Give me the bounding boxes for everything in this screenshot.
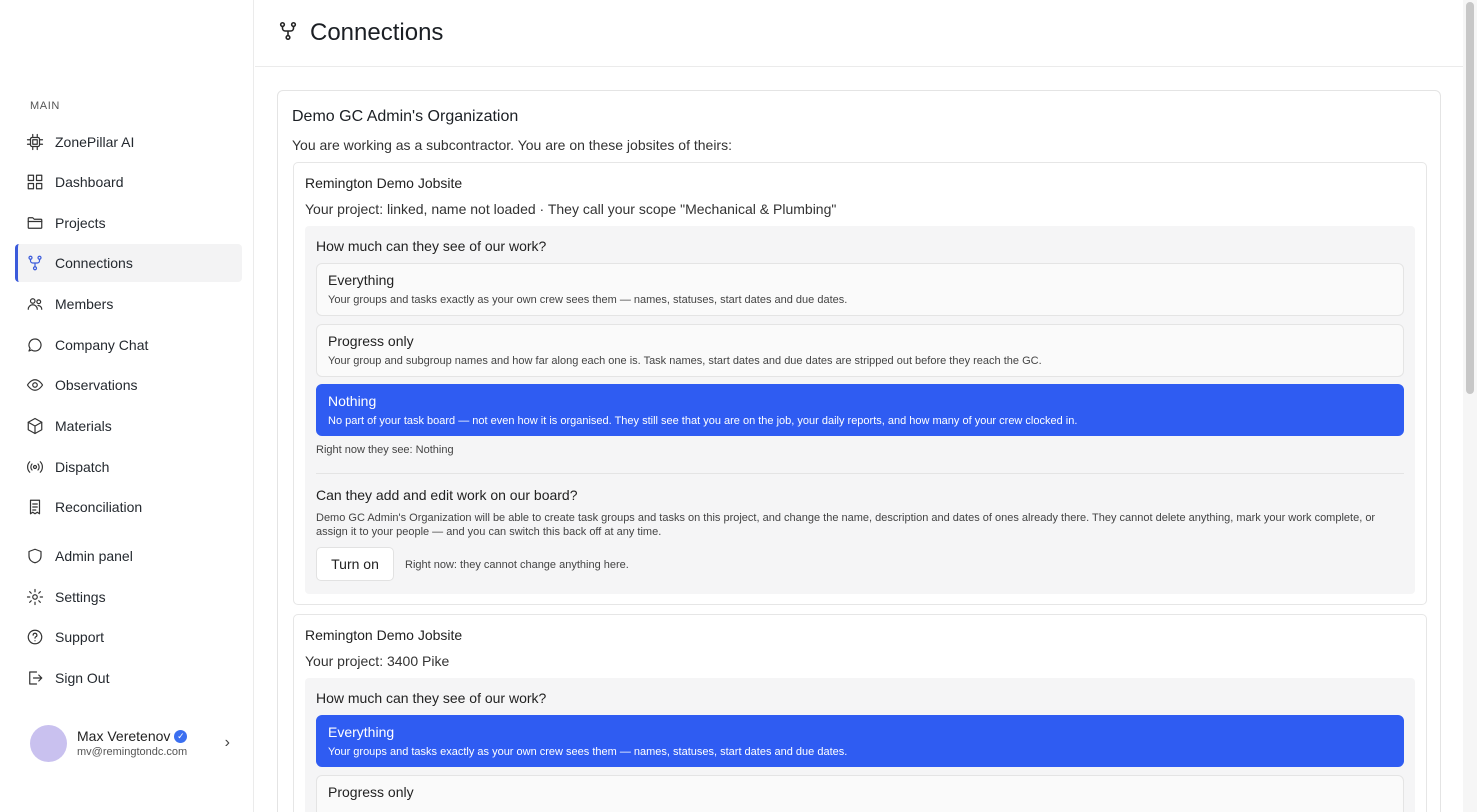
visibility-question: How much can they see of our work? [316,238,547,254]
option-title: Nothing [328,393,377,409]
eye-icon [25,375,45,395]
option-description: No part of your task board — not even how it is organised. They still see that you are on the job, your daily reports, and how many of your crew clocked in. [328,415,1078,427]
page-title: Connections [310,19,444,46]
user-name: Max Veretenov [77,728,171,744]
sidebar-item-label: Connections [55,255,133,271]
sidebar-item-members[interactable] [15,285,242,323]
sidebar-item-dispatch[interactable] [15,448,242,486]
scrollbar-thumb[interactable] [1466,2,1474,394]
sidebar [0,0,254,812]
branch-icon [277,20,299,47]
sidebar-item-settings[interactable] [15,578,242,616]
visibility-option-nothing[interactable] [316,384,1404,436]
visibility-option-progress-only[interactable] [316,324,1404,377]
receipt-icon [25,497,45,517]
jobsite-settings-panel [305,678,1415,812]
users-icon [25,294,45,314]
sidebar-item-admin-panel[interactable] [15,537,242,575]
sidebar-item-label: Support [55,629,105,645]
option-description: Your groups and tasks exactly as your own crew sees them — names, statuses, start dates and due dates. [328,294,848,306]
edit-status-note: Right now: they cannot change anything here. [405,559,629,571]
sidebar-item-projects[interactable] [15,204,242,242]
sidebar-item-zonepillar-ai[interactable] [15,123,242,161]
sidebar-item-support[interactable] [15,618,242,656]
jobsite-name: Remington Demo Jobsite [305,175,463,191]
divider [316,473,1404,474]
broadcast-icon [25,457,45,477]
section-label-main: MAIN [30,100,60,112]
sidebar-item-observations[interactable] [15,366,242,404]
sidebar-item-connections[interactable] [15,244,242,282]
sidebar-item-reconciliation[interactable] [15,488,242,526]
help-icon [25,627,45,647]
verified-icon: ✓ [174,730,187,743]
sidebar-item-label: Sign Out [55,670,110,686]
jobsite-project: Your project: 3400 Pike [305,653,450,669]
jobsite-card [293,162,1427,605]
sidebar-item-label: ZonePillar AI [55,134,135,150]
sidebar-item-label: Company Chat [55,337,149,353]
chip-icon [25,132,45,152]
jobsite-settings-panel [305,226,1415,594]
grid-icon [25,172,45,192]
sidebar-item-company-chat[interactable] [15,326,242,364]
organization-card [277,90,1441,812]
signout-icon [25,668,45,688]
user-profile[interactable] [30,722,230,764]
shield-icon [25,546,45,566]
option-description: Your group and subgroup names and how far along each one is. Task names, start dates and due dates are stripped out before they reach the GC. [328,355,1042,367]
current-visibility: Right now they see: Nothing [316,444,454,456]
jobsite-name: Remington Demo Jobsite [305,627,463,643]
visibility-option-progress-only[interactable] [316,775,1404,812]
sidebar-item-label: Observations [55,377,138,393]
folder-icon [25,213,45,233]
visibility-option-everything[interactable] [316,715,1404,767]
cube-icon [25,416,45,436]
sidebar-item-label: Reconciliation [55,499,143,515]
edit-description: Demo GC Admin's Organization will be able to create task groups and tasks on this project, and change the name, description and dates of ones already there. They cannot delete anything, mark your work complete, or assign it to your people — and you can switch this back off at any time. [316,512,1376,538]
chat-icon [25,335,45,355]
option-title: Everything [328,724,395,740]
sidebar-item-label: Settings [55,589,106,605]
edit-question: Can they add and edit work on our board? [316,487,578,503]
turn-on-button[interactable]: Turn on [316,547,394,581]
sidebar-item-label: Materials [55,418,112,434]
sidebar-item-label: Members [55,296,114,312]
avatar [30,725,67,762]
branch-icon [25,253,45,273]
jobsite-card [293,614,1427,812]
page-header [255,0,1463,67]
visibility-question: How much can they see of our work? [316,690,547,706]
organization-title: Demo GC Admin's Organization [292,108,519,125]
visibility-option-everything[interactable] [316,263,1404,316]
sidebar-item-label: Dispatch [55,459,110,475]
option-description: Your groups and tasks exactly as your own crew sees them — names, statuses, start dates and due dates. [328,746,848,758]
sidebar-item-dashboard[interactable] [15,163,242,201]
sidebar-item-materials[interactable] [15,407,242,445]
sidebar-item-label: Projects [55,215,106,231]
chevron-right-icon[interactable]: › [224,734,230,751]
sidebar-item-sign-out[interactable] [15,659,242,697]
sidebar-item-label: Admin panel [55,548,133,564]
user-email: mv@remingtondc.com [77,746,188,758]
option-title: Progress only [328,784,414,800]
gear-icon [25,587,45,607]
option-title: Progress only [328,333,414,349]
organization-subtitle: You are working as a subcontractor. You are on these jobsites of theirs: [292,137,732,153]
jobsite-project: Your project: linked, name not loaded · They call your scope "Mechanical & Plumbing" [305,201,837,217]
sidebar-item-label: Dashboard [55,174,124,190]
option-title: Everything [328,272,395,288]
